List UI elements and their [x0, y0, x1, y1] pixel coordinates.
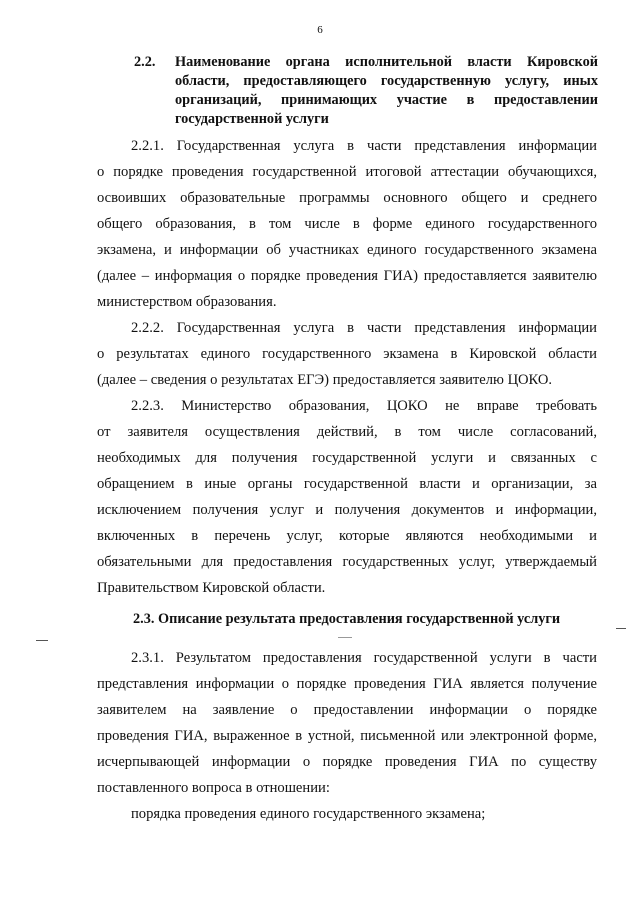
heading-line: Наименование органа исполнительной власти Кировской — [175, 54, 598, 70]
text-line: министерством образования. — [97, 294, 277, 310]
heading-line: организаций, принимающих участие в предоставлении — [175, 92, 598, 108]
text-line: о порядке проведения государственной итоговой аттестации обучающихся, — [97, 164, 597, 180]
text-line: о результатах единого государственного экзамена в Кировской области — [97, 346, 597, 362]
text-line: Правительством Кировской области. — [97, 580, 326, 596]
text-line: обязательными для предоставления государственных услуг, утверждаемый — [97, 554, 597, 570]
text-line: 2.2.1. Государственная услуга в части представления информации — [131, 138, 597, 154]
text-line: поставленного вопроса в отношении: — [97, 780, 330, 796]
section-2-2-number: 2.2. — [134, 54, 156, 70]
text-line: 2.2.3. Министерство образования, ЦОКО не вправе требовать — [131, 398, 597, 414]
list-item: порядка проведения единого государственного экзамена; — [131, 806, 486, 822]
text-line: исчерпывающей информации о порядке проведения ГИА по существу — [97, 754, 597, 770]
text-line: (далее – сведения о результатах ЕГЭ) предоставляется заявителю ЦОКО. — [97, 372, 553, 388]
section-2-2-heading — [175, 53, 598, 129]
text-line: включенных в перечень услуг, которые являются необходимыми и — [97, 528, 597, 544]
text-line: от заявителя осуществления действий, в том числе согласований, — [97, 424, 597, 440]
text-line: 2.2.2. Государственная услуга в части представления информации — [131, 320, 597, 336]
text-line: исключением получения услуг и получения документов и информации, — [97, 502, 597, 518]
text-line: (далее – информация о порядке проведения ГИА) предоставляется заявителю — [97, 268, 597, 284]
scan-mark — [338, 637, 352, 638]
text-line: обращением в иные органы государственной власти и организации, за — [97, 476, 597, 492]
heading-line: государственной услуги — [175, 111, 329, 127]
section-2-3-heading: 2.3. Описание результата предоставления государственной услуги — [133, 611, 561, 627]
scan-mark — [616, 628, 626, 629]
text-line: заявителем на заявление о предоставлении информации о порядке — [97, 702, 597, 718]
page-number: 6 — [317, 24, 323, 36]
text-line: экзамена, и информации об участниках единого государственного экзамена — [97, 242, 597, 258]
text-line: 2.3.1. Результатом предоставления государственной услуги в части — [131, 650, 597, 666]
scan-mark — [36, 640, 48, 641]
heading-line: области, предоставляющего государственную услугу, иных — [175, 73, 598, 89]
text-line: освоивших образовательные программы основного общего и среднего — [97, 190, 597, 206]
text-line: общего образования, в том числе в форме единого государственного — [97, 216, 597, 232]
text-line: необходимых для получения государственной услуги и связанных с — [97, 450, 597, 466]
text-line: представления информации о порядке проведения ГИА является получение — [97, 676, 597, 692]
text-line: проведения ГИА, выраженное в устной, письменной или электронной форме, — [97, 728, 597, 744]
